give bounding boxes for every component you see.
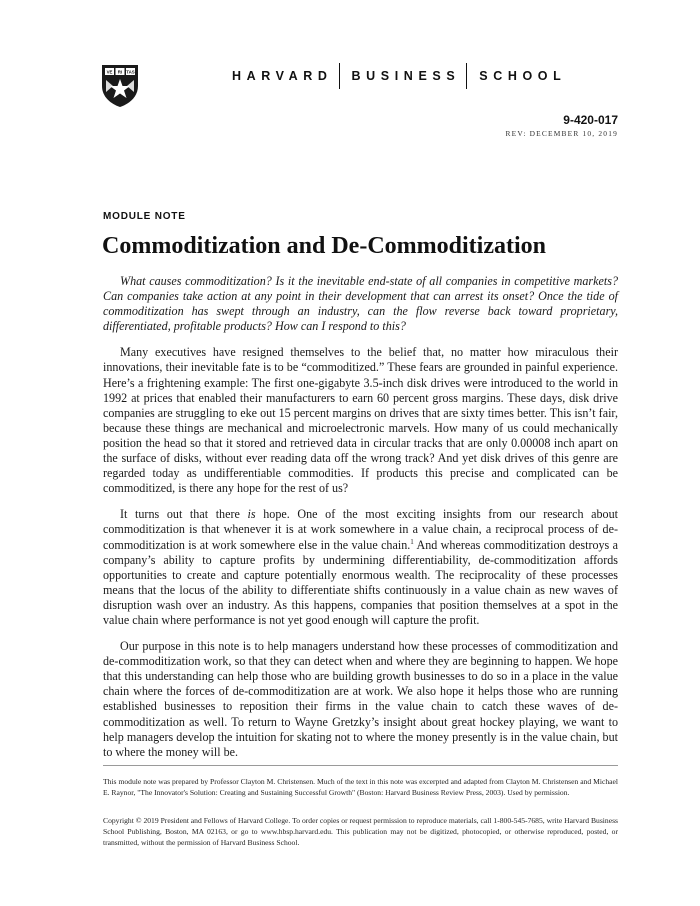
paragraph-2-middle: hope. One of the most exciting insights from our research about commoditization is that whenever it is at work somewhere in a value chain, a reciprocal process of de-commoditization is at work somewhere else in the value chain. — [103, 507, 618, 552]
institution-word-harvard: HARVARD — [232, 69, 333, 83]
preparation-note: This module note was prepared by Professor Clayton M. Christensen. Much of the text in this note was excerpted and adapted from Clayton M. Christensen and Michael E. Raynor, "The Innovator's Solution: Creating and Sustaining Successful Growth" (Boston: Harvard Business Review Press, 2003). Used by permission. — [103, 777, 618, 797]
revision-date: REV: DECEMBER 10, 2019 — [505, 129, 618, 138]
document-title: Commoditization and De-Commoditization — [102, 233, 546, 259]
document-number: 9-420-017 — [563, 113, 618, 127]
paragraph-2-start: It turns out that there — [120, 507, 248, 522]
copyright-notice: Copyright © 2019 President and Fellows of Harvard College. To order copies or request permission to reproduce materials, call 1-800-545-7685, write Harvard Business School Publishing, Boston, MA 02163, or go to www.hbsp.harvard.edu. This publication may not be digitized, photocopied, or otherwise reproduced, posted, or transmitted, without the permission of Harvard Business School. — [103, 816, 618, 847]
body-paragraph-3: Our purpose in this note is to help managers understand how these processes of commoditization and de-commoditization work, so that they can detect when and where they are beginning to happen. We hope that this understanding can help those who are building growth businesses to do so in a place in the value chain where the forces of de-commoditization are at work. We also hope it helps those who are running established businesses to reposition their firms in the value chain to catch these waves of de-commoditization as well. To return to Wayne Gretzky’s insight about great hockey playing, we want to help managers develop the intuition for skating not to where the money presently is in the value chain, but to where the money will be. — [103, 639, 618, 759]
harvard-shield-icon — [101, 64, 139, 108]
document-body — [103, 274, 618, 771]
institution-word-school: SCHOOL — [479, 69, 567, 83]
module-label: MODULE NOTE — [103, 211, 186, 222]
institution-divider — [466, 63, 467, 89]
paragraph-2-emphasis: is — [247, 507, 256, 522]
body-paragraph-1: Many executives have resigned themselves to the belief that, no matter how miraculous their innovations, their inevitable fate is to be “commoditized.” These fears are grounded in painful experience. Here’s a frightening example: The first one-gigabyte 3.5-inch disk drives were introduced to the world in 1992 at prices that enabled their manufacturers to earn 60 percent gross margins. These days, disk drive companies are struggling to eke out 15 percent margins on drives that are sixty times better. This isn’t fair, because these things are mechanical and microelectronic marvels. How many of us could mechanically position the head so that it stored and retrieved data in circular tracks that are only 0.00008 inch apart on the surface of disks, without ever reading data off the wrong track? And yet disk drives of this genre are regarded today as undifferentiable commodities. If products this precise and complicated can be commoditized, is there any hope for the rest of us? — [103, 345, 618, 496]
institution-name — [232, 63, 566, 89]
shield-book-1: VE — [106, 69, 113, 75]
footnote-marker[interactable]: 1 — [410, 537, 414, 546]
body-paragraph-2 — [103, 507, 618, 628]
shield-book-3: TAS — [126, 69, 135, 75]
intro-paragraph: What causes commoditization? Is it the inevitable end-state of all companies in competitive markets? Can companies take action at any point in their development that can arrest its onset? Once the tide of commoditization has swept through an industry, can the flow reverse back toward proprietary, differentiated, profitable products? How can I respond to this? — [103, 274, 618, 334]
footer-divider — [103, 765, 618, 766]
institution-divider — [339, 63, 340, 89]
shield-book-2: RI — [117, 69, 123, 75]
paragraph-2-end: And whereas commoditization destroys a company’s ability to capture profits by undermining differentiability, de-commoditization affords opportunities to create and capture potentially enormous wealth. The reciprocality of these processes means that the locus of the ability to differentiate shifts continuously in a value chain as new waves of disruption wash over an industry. As this happens, companies that position themselves at a spot in the value chain where performance is not yet good enough will capture the profit. — [103, 537, 618, 627]
institution-word-business: BUSINESS — [351, 69, 461, 83]
